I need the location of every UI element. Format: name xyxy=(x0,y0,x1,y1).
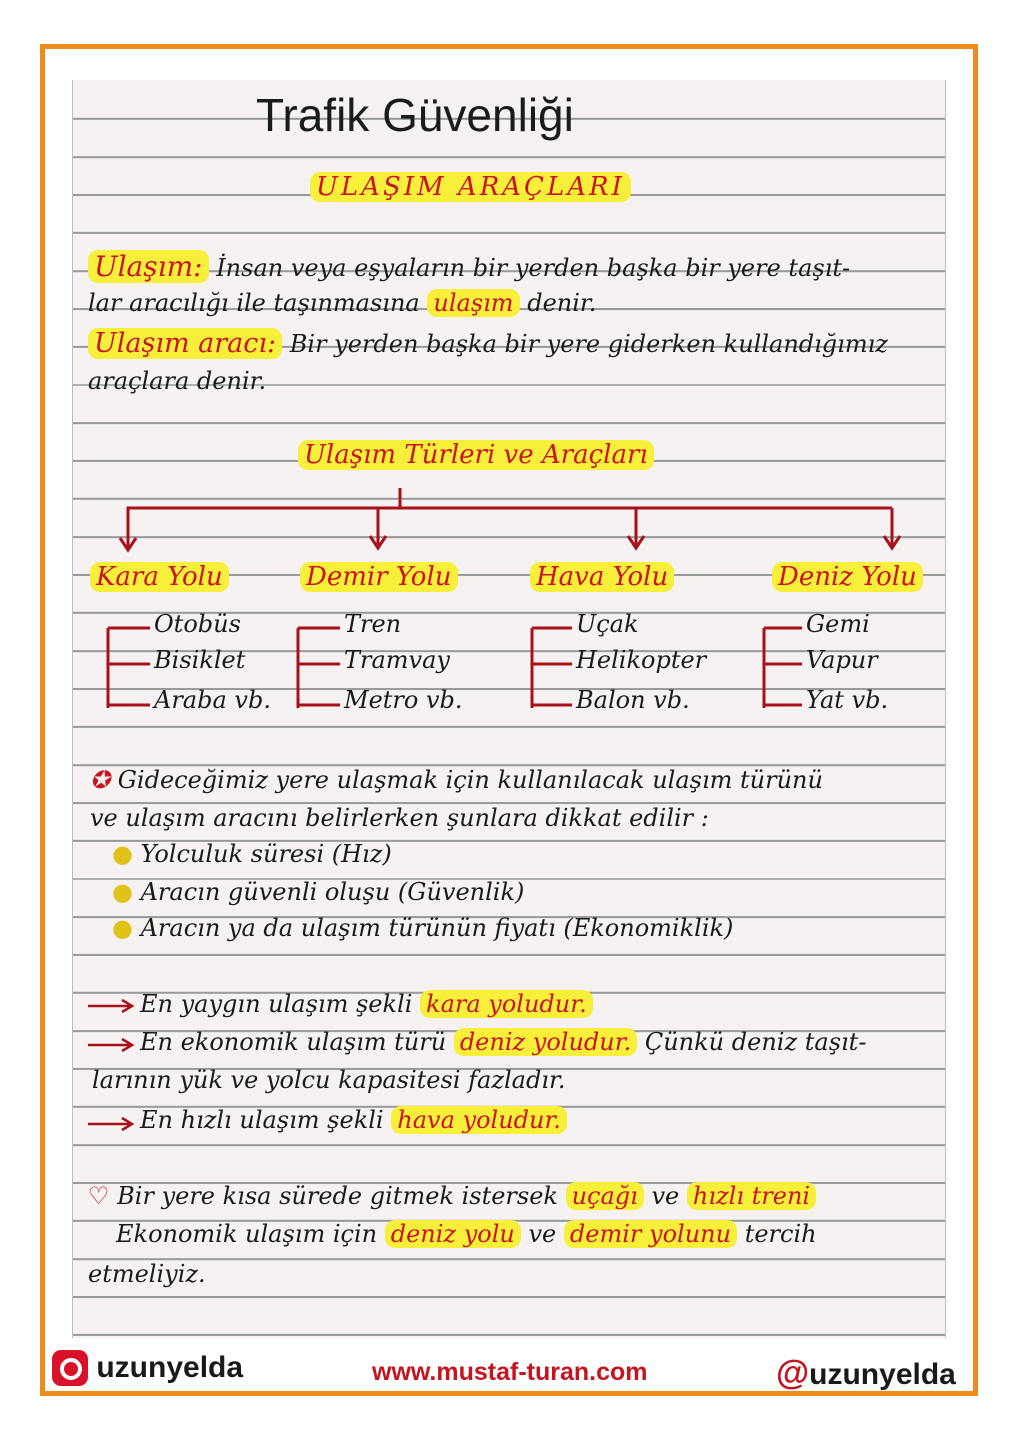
bullet-dot-icon: ● xyxy=(112,878,133,906)
advice-line3: etmeliyiz. xyxy=(88,1260,206,1288)
list-item: Tramvay xyxy=(344,646,450,674)
fact-3: En hızlı ulaşım şekli hava yoludur. xyxy=(140,1106,567,1134)
fact-1: En yaygın ulaşım şekli kara yoludur. xyxy=(140,990,593,1018)
list-item: Balon vb. xyxy=(576,686,690,714)
subtitle: ULAŞIM ARAÇLARI xyxy=(310,172,631,202)
definition-ulasim-line2: lar aracılığı ile taşınmasına ulaşım denir. xyxy=(88,289,597,317)
definition-ulasim-line1: Ulaşım: İnsan veya eşyaların bir yerden başka bir yere taşıt- xyxy=(88,250,850,283)
footer-instagram[interactable]: uzunyelda xyxy=(52,1350,243,1386)
footer-website[interactable]: www.mustaf-turan.com xyxy=(372,1358,648,1386)
fact-arrows xyxy=(88,1000,132,1130)
criteria-bullet: ● Aracın güvenli oluşu (Güvenlik) xyxy=(112,878,525,906)
fact-2: En ekonomik ulaşım türü deniz yoludur. Çünkü deniz taşıt- xyxy=(140,1028,867,1056)
criteria-line1: ✪ Gideceğimiz yere ulaşmak için kullanılacak ulaşım türünü xyxy=(90,766,823,794)
demir-connectors xyxy=(298,628,340,708)
bullet-dot-icon: ● xyxy=(112,914,133,942)
criteria-line2: ve ulaşım aracını belirlerken şunlara dikkat edilir : xyxy=(90,804,709,832)
footer-handle[interactable]: @uzunyelda xyxy=(776,1354,956,1392)
criteria-bullet: ● Aracın ya da ulaşım türünün fiyatı (Ekonomiklik) xyxy=(112,914,734,942)
list-item: Helikopter xyxy=(576,646,707,674)
definition-arac-line1: Ulaşım aracı: Bir yerden başka bir yere giderken kullandığımız xyxy=(88,328,888,359)
list-item: Vapur xyxy=(806,646,878,674)
bullet-dot-icon: ● xyxy=(112,840,133,868)
type-deniz-yolu: Deniz Yolu xyxy=(772,562,923,592)
list-item: Bisiklet xyxy=(154,646,246,674)
advice-line2: Ekonomik ulaşım için deniz yolu ve demir yolunu tercih xyxy=(116,1220,817,1248)
criteria-bullet: ● Yolculuk süresi (Hız) xyxy=(112,840,392,868)
list-item: Yat vb. xyxy=(806,686,889,714)
list-item: Gemi xyxy=(806,610,870,638)
fact-2-cont: larının yük ve yolcu kapasitesi fazladır. xyxy=(92,1066,566,1094)
definition-arac-line2: araçlara denir. xyxy=(88,367,267,395)
handle-text: uzunyelda xyxy=(809,1358,956,1391)
list-item: Araba vb. xyxy=(154,686,271,714)
type-kara-yolu: Kara Yolu xyxy=(90,562,229,592)
kara-connectors xyxy=(108,628,150,708)
page-title: Trafik Güvenliği xyxy=(256,89,574,141)
list-item: Tren xyxy=(344,610,402,638)
list-item: Uçak xyxy=(576,610,639,638)
tree-branch-left xyxy=(128,488,400,548)
star-icon: ✪ xyxy=(90,766,111,794)
advice-line1: ♡ Bir yere kısa sürede gitmek istersek uçağı ve hızlı treni xyxy=(88,1182,816,1210)
instagram-icon xyxy=(52,1350,88,1386)
types-heading: Ulaşım Türleri ve Araçları xyxy=(298,440,654,470)
type-demir-yolu: Demir Yolu xyxy=(300,562,458,592)
hava-connectors xyxy=(532,628,572,708)
list-item: Otobüs xyxy=(154,610,241,638)
heart-icon: ♡ xyxy=(88,1182,110,1210)
type-hava-yolu: Hava Yolu xyxy=(530,562,674,592)
list-item: Metro vb. xyxy=(344,686,463,714)
deniz-connectors xyxy=(764,628,802,708)
